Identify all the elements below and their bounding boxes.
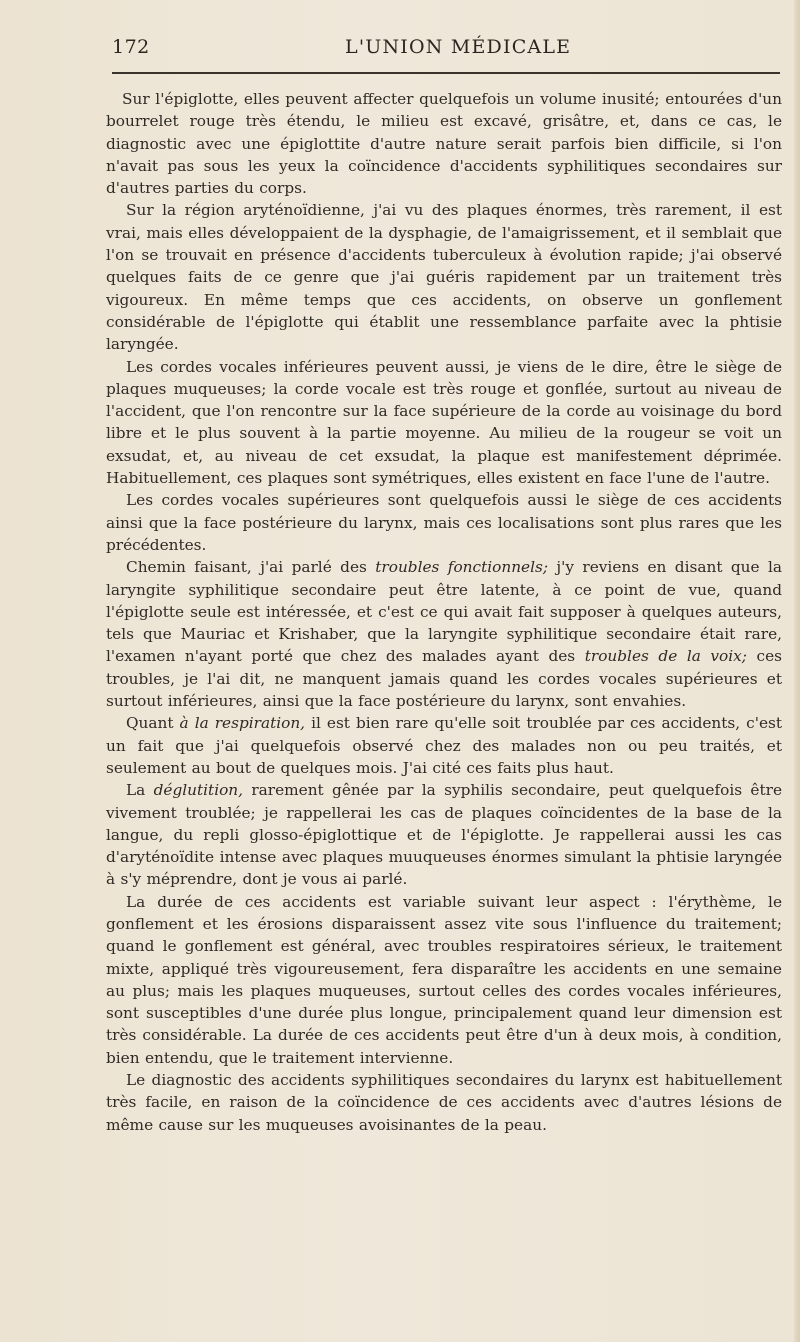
paragraph-diagnostic	[106, 1069, 782, 1136]
header-rule	[112, 72, 780, 74]
page-edge-shadow	[794, 0, 800, 1342]
paragraph-duree	[106, 891, 782, 1069]
paragraph-troubles-fonctionnels	[106, 556, 782, 712]
paragraph-epiglotte	[106, 88, 782, 199]
paragraph-emphasis: à la respiration,	[179, 714, 306, 733]
paragraph-text-tail: j'y reviens en disant que la laryngite syphilitique secondaire peut être latente, à ce point de vue, quand l'épiglotte seule est intéressée, et c'est ce qui avait fait supposer à quelques auteurs, tels que Mauriac et Krishaber, que la laryngite syphilitique secondaire était rare, l'examen n'ayant porté que chez des malades ayant des	[106, 558, 783, 666]
paragraph-emphasis-voix: troubles de la voix;	[584, 647, 747, 666]
paragraph-text-tail-voix: ces troubles, je l'ai dit, ne manquent jamais quand les cordes vocales supérieures et surtout inférieures, ainsi que la face postérieure du larynx, sont envahies.	[106, 647, 782, 711]
page-header	[112, 34, 780, 74]
paragraph-text: La durée de ces accidents est variable suivant leur aspect : l'érythème, le gonflement et les érosions disparaissent assez vite sous l'influence du traitement; quand le gonflement est général, avec troubles respiratoires sérieux, le traitement mixte, appliqué très vigoureusement, fera disparaître les accidents en une semaine au plus; mais les plaques muqueuses, surtout celles des cordes vocales inférieures, sont susceptibles d'une durée plus longue, principalement quand leur dimension est très considérable. La durée de ces accidents peut être d'un à deux mois, à condition, bien entendu, que le traitement intervienne.	[106, 892, 782, 1067]
paragraph-text: Chemin faisant, j'ai parlé des	[126, 558, 376, 577]
paragraph-text: Les cordes vocales inférieures peuvent aussi, je viens de le dire, être le siège de plaques muqueuses; la corde vocale est très rouge et gonflée, surtout au niveau de l'accident, que l'on rencontre sur la face supérieure de la corde au voisinage du bord libre et le plus souvent à la partie moyenne. Au milieu de la rougeur se voit un exsudat, et, au niveau de cet exsudat, la plaque est manifestement déprimée. Habituellement, ces plaques sont symétriques, elles existent en face l'une de l'autre.	[106, 357, 782, 488]
paragraph-arytenoidienne	[106, 199, 782, 355]
paragraph-text: Sur l'épiglotte, elles peuvent affecter quelquefois un volume inusité; entourées d'un bourrelet rouge très étendu, le milieu est excavé, grisâtre, et, dans ce cas, le diagnostic avec une épiglottite d'autre nature serait parfois bien difficile, si l'on n'avait pas sous les yeux la coïncidence d'accidents syphilitiques secondaires sur d'autres parties du corps.	[106, 90, 782, 198]
paragraph-emphasis: troubles fonctionnels;	[375, 558, 548, 577]
paragraph-cordes-inferieures	[106, 356, 782, 490]
running-head: L'UNION MÉDICALE	[345, 36, 572, 58]
paragraph-text-tail: il est bien rare qu'elle soit troublée par ces accidents, c'est un fait que j'ai quelquefois observé chez des malades non ou peu traités, et seulement au bout de quelques mois. J'ai cité ces faits plus haut.	[106, 714, 783, 777]
text-body	[106, 88, 782, 1136]
paragraph-text: La	[126, 781, 154, 800]
paragraph-text: Sur la région aryténoïdienne, j'ai vu des plaques énormes, très rarement, il est vrai, mais elles développaient de la dysphagie, de l'amaigrissement, et il semblait que l'on se trouvait en présence d'accidents tuberculeux à évolution rapide; j'ai observé quelques faits de ce genre que j'ai guéris rapidement par un traitement très vigoureux. En même temps que ces accidents, on observe un gonflement considérable de l'épiglotte qui établit une ressemblance parfaite avec la phtisie laryngée.	[106, 201, 782, 354]
page-number: 172	[112, 36, 150, 58]
paragraph-text: Les cordes vocales supérieures sont quelquefois aussi le siège de ces accidents ainsi que la face postérieure du larynx, mais ces localisations sont plus rares que les précédentes.	[106, 491, 782, 554]
paragraph-text: Le diagnostic des accidents syphilitiques secondaires du larynx est habituellement très facile, en raison de la coïncidence de ces accidents avec d'autres lésions de même cause sur les muqueuses avoisinantes de la peau.	[106, 1071, 782, 1134]
paragraph-emphasis: déglutition,	[153, 781, 244, 800]
paragraph-cordes-superieures	[106, 489, 782, 556]
paragraph-text: Quant	[126, 714, 180, 733]
paragraph-text-tail: rarement gênée par la syphilis secondaire, peut quelquefois être vivement troublée; je rappellerai les cas de plaques coïncidentes de la base de la langue, du repli glosso-épiglottique et de l'épiglotte. Je rappellerai aussi les cas d'aryténoïdite intense avec plaques muuqueuses énormes simulant la phtisie laryngée à s'y méprendre, dont je vous ai parlé.	[106, 781, 782, 889]
paragraph-respiration	[106, 712, 782, 779]
paragraph-deglutition	[106, 779, 782, 890]
